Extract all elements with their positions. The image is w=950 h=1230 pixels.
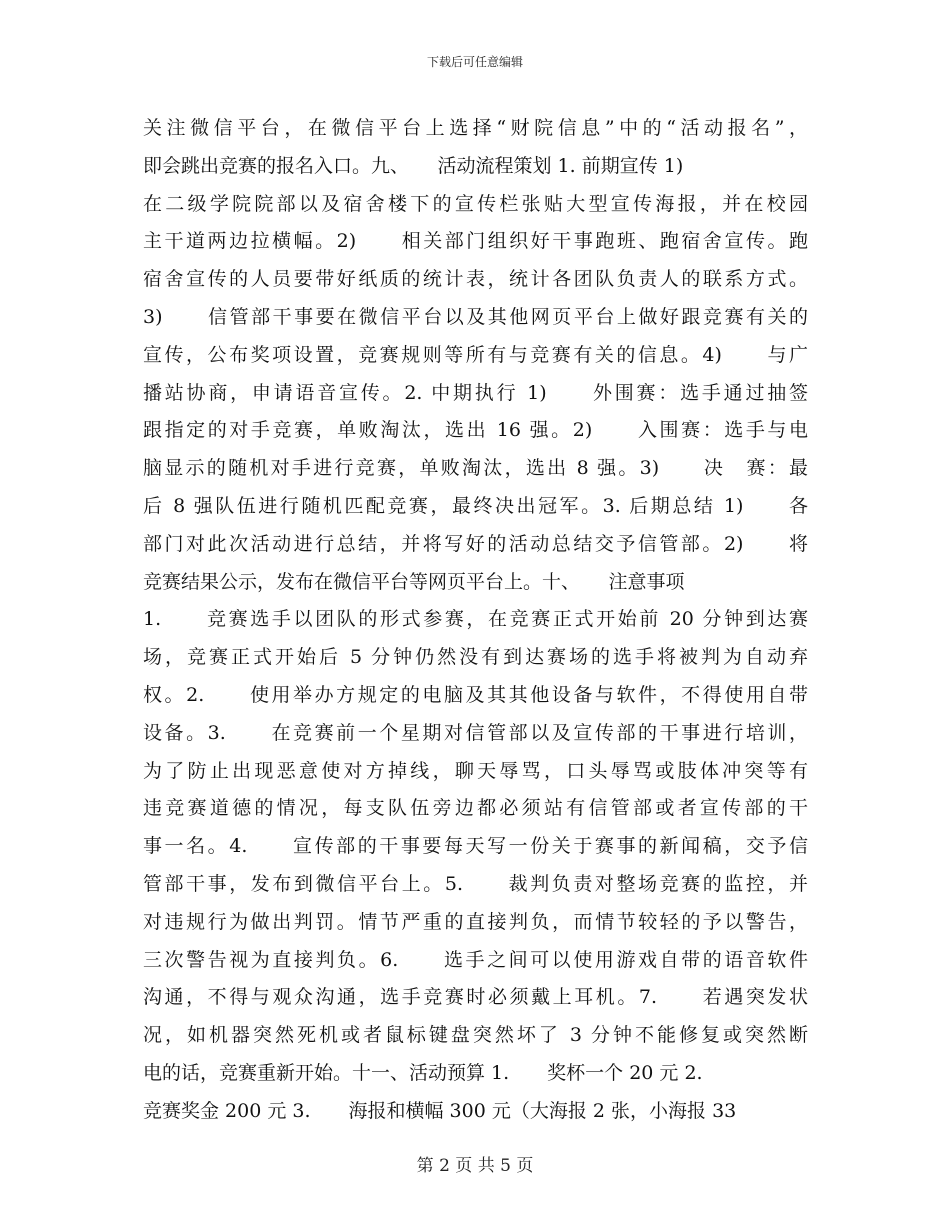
text-line: 三次警告视为直接判负。6. 选手之间可以使用游戏自带的语音软件 — [143, 948, 808, 971]
text-line: 违竞赛道德的情况，每支队伍旁边都必须站有信管部或者宣传部的干 — [143, 797, 808, 820]
text-line: 即会跳出竞赛的报名入口。九、 活动流程策划 1. 前期宣传 1) — [143, 154, 684, 177]
text-line: 沟通，不得与观众沟通，选手竞赛时必须戴上耳机。7. 若遇突发状 — [143, 986, 808, 1009]
text-line: 对违规行为做出判罚。情节严重的直接判负，而情节较轻的予以警告， — [143, 910, 808, 933]
text-line: 场，竞赛正式开始后 5 分钟仍然没有到达赛场的选手将被判为自动弃 — [143, 646, 808, 669]
text-line: 电的话，竞赛重新开始。十一、活动预算 1. 奖杯一个 20 元 2. — [143, 1061, 703, 1084]
page-number-footer: 第 2 页 共 5 页 — [416, 1156, 534, 1176]
page-header: 下载后可任意编辑 — [426, 55, 523, 69]
text-line: 竞赛结果公示，发布在微信平台等网页平台上。十、 注意事项 — [143, 570, 685, 593]
document-body — [143, 110, 808, 1131]
text-line: 为了防止出现恶意使对方掉线，聊天辱骂，口头辱骂或肢体冲突等有 — [143, 759, 808, 782]
text-line: 1. 竞赛选手以团队的形式参赛，在竞赛正式开始前 20 分钟到达赛 — [143, 608, 808, 631]
text-line: 管部干事，发布到微信平台上。5. 裁判负责对整场竞赛的监控，并 — [143, 872, 808, 895]
text-line: 关注微信平台，在微信平台上选择“财院信息”中的“活动报名”， — [143, 117, 808, 139]
text-line: 3) 信管部干事要在微信平台以及其他网页平台上做好跟竞赛有关的 — [143, 305, 808, 328]
text-line: 脑显示的随机对手进行竞赛，单败淘汰，选出 8 强。3) 决 赛：最 — [143, 457, 808, 480]
text-line: 宿舍宣传的人员要带好纸质的统计表，统计各团队负责人的联系方式。 — [143, 268, 808, 291]
text-line: 况，如机器突然死机或者鼠标键盘突然坏了 3 分钟不能修复或突然断 — [143, 1024, 808, 1047]
text-line: 设备。3. 在竞赛前一个星期对信管部以及宣传部的干事进行培训， — [143, 721, 808, 744]
text-line: 竞赛奖金 200 元 3. 海报和横幅 300 元（大海报 2 张，小海报 33 — [143, 1099, 737, 1122]
text-line: 部门对此次活动进行总结，并将写好的活动总结交予信管部。2) 将 — [143, 532, 808, 555]
text-line: 播站协商，申请语音宣传。2. 中期执行 1) 外围赛：选手通过抽签 — [143, 381, 808, 404]
text-line: 权。2. 使用举办方规定的电脑及其其他设备与软件，不得使用自带 — [143, 683, 808, 706]
text-line: 跟指定的对手竞赛，单败淘汰，选出 16 强。2) 入围赛：选手与电 — [143, 419, 808, 442]
text-line: 宣传，公布奖项设置，竞赛规则等所有与竞赛有关的信息。4) 与广 — [143, 343, 808, 366]
text-line: 后 8 强队伍进行随机匹配竞赛，最终决出冠军。3. 后期总结 1) 各 — [143, 494, 808, 517]
text-line: 主干道两边拉横幅。2) 相关部门组织好干事跑班、跑宿舍宣传。跑 — [143, 230, 808, 253]
text-line: 在二级学院院部以及宿舍楼下的宣传栏张贴大型宣传海报，并在校园 — [143, 192, 808, 215]
text-line: 事一名。4. 宣传部的干事要每天写一份关于赛事的新闻稿，交予信 — [143, 835, 808, 858]
